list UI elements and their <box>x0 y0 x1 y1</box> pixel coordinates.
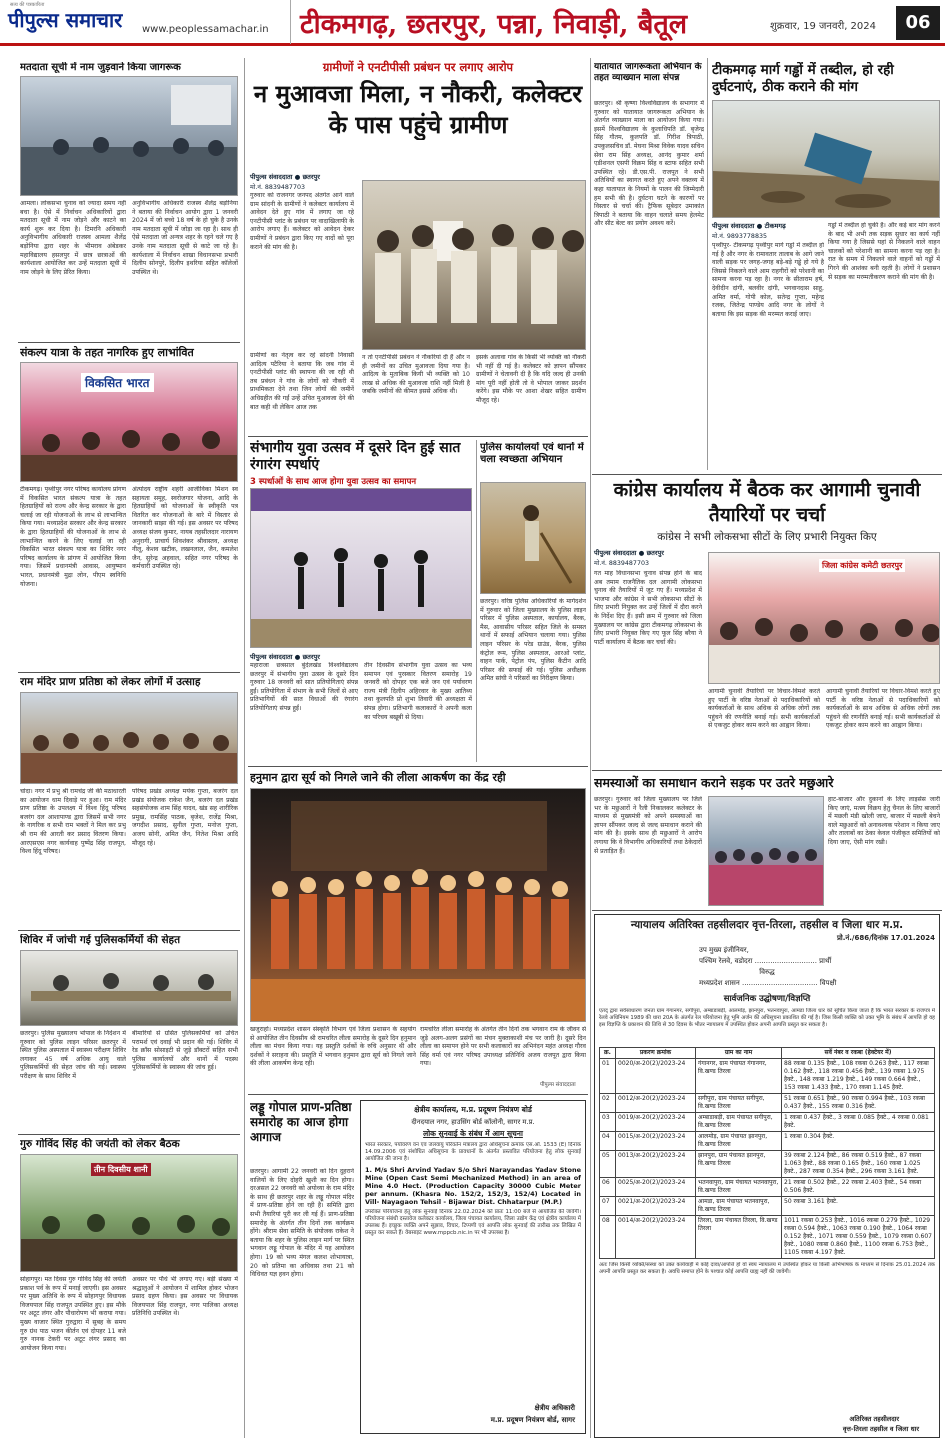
table-cell: 1 रकबा 0.304 हैक्टे. <box>782 1132 935 1151</box>
notice-title: लोक सुनवाई के संबंध में आम सूचना <box>423 1129 523 1138</box>
party-line: विरुद्ध <box>759 968 775 976</box>
police-health-body-2: बीमारियों से ग्रसित पुलिसकर्मियों को उचित परामर्श एवं दवाई भी प्रदान की गई। शिविर में रेड क्रॉस सोसाइटी से जुड़े डॉक्टरों सहित सभी पुलिस कार्यालयों और थानों में पदस्थ पुलिसकर्मियों के स्वास्थ्य की जांच हुई। <box>132 1030 238 1072</box>
voter-list-body-1: आमला। लोकसभा चुनाव को ज्यादा समय नहीं बचा है। ऐसे में निर्वाचन अधिकारियों द्वारा मतदाता सूची में नाम जोड़ने और काटने का कार्य शुरू कर दिया है। टिमरनि अधिकारी अनुविभागीय अधिकारी राजस्व आमला शैलेंद्र बड़ोनिया द्वारा शहर के भीमराव अंबेडकर महाविद्यालय हसलपुर में छात्र छात्राओं की कार्यशाला आयोजित कर उन्हें मतदाता सूची में नाम जोड़ने के लिए प्रेरित किया। <box>20 200 126 276</box>
court-title: न्यायालय अतिरिक्त तहसीलदार वृत्त-तिरला, तहसील व जिला धार म.प्र. <box>630 919 904 931</box>
subhead-congress: कांग्रेस ने सभी लोकसभा सीटों के लिए प्रभारी नियुक्त किए <box>657 531 877 543</box>
public-hearing-notice <box>360 1100 586 1434</box>
byline-congress: पीपुल्स संवाददाता ● छतरपुर <box>594 549 664 557</box>
table-header: क्र. <box>600 1048 616 1059</box>
table-header: प्रकरण क्रमांक <box>616 1048 696 1059</box>
road-illustration <box>713 101 940 218</box>
ntpc-body-3: इसके अलावा गांव के किसी भी व्यक्ति को नौकरी भी नहीं दी गई है। कलेक्टर को ज्ञापन सौंपकर ग्रामीणों ने चेतावनी दी है कि यदि जल्द ही उनकी मांग पूरी नहीं होती तो वे भोपाल जाकर प्रदर्शन करेंगे। इस मौके पर आशा शेखर सहित ग्रामीण मौजूद रहे। <box>476 354 586 404</box>
mobile-potholes: मो.नं. 9893778835 <box>712 233 767 240</box>
banner-text: तीन दिवसीय शानी <box>91 1163 151 1176</box>
headline-voter-list: मतदाता सूची में नाम जुड़वाने किया जागरूक <box>20 62 181 73</box>
photo-congress-meeting <box>708 552 940 684</box>
table-cell: सगीपुरा, ग्राम पंचायत सगीपुरा, वि.खण्ड तिरला <box>696 1094 782 1113</box>
party-line: मध्यप्रदेश शासन .................................. विपक्षी <box>699 979 837 987</box>
table-cell: आलमोड़, ग्राम पंचायत झानपुरा, वि.खण्ड तिरला <box>696 1132 782 1151</box>
table-cell: गंगानगर, ग्राम पंचायत गंगानगर, वि.खण्ड तिरला <box>696 1059 782 1094</box>
court-parties <box>699 945 935 989</box>
divider <box>592 474 942 475</box>
police-health-body-1: छतरपुर। पुलिस मुख्यालय भोपाल के निर्देशन में गुरुवार को पुलिस लाइन परिसर छतरपुर में स्थित पुलिस अस्पताल में स्वास्थ्य परीक्षण शिविर लगाकर 45 वर्ष अधिक आयु वाले पुलिसकर्मियों की सेहत जांच की गई। स्वास्थ्य परीक्षण के साथ शिविर में <box>20 1030 126 1080</box>
table-cell: 1 रकबा 0.437 हैक्टे., 3 रकबा 0.085 हैक्टे., 4 रकबा 0.081 हैक्टे. <box>782 1113 935 1132</box>
headline-guru-gobind: गुरु गोविंद सिंह की जयंती को लेकर बैठक <box>20 1138 180 1150</box>
fishermen-body-2: हाट-बाजार और दुकानों के लिए लाइसेंस जारी किए जाएं, मत्स्य विक्रय हेतु चैनल के लिए बाजारों में मछली मंडी खोली जाए, बाजार में मछली बेचने वाले मछुआरों को अनावश्यक परेशान न किया जाए और तालाबों का ठेका केवल पंजीकृत समितियों को दिया जाए, ऐसी मांग रखी। <box>828 796 940 846</box>
notice-body: भारत सरकार, पर्यावरण वन एवं जलवायु परिवर्तन मंत्रालय द्वारा अधिसूचना क्रमांक एस.ओ. 1533 (E) दिनांक 14.09.2006 एवं संशोधित अधिसूचना के प्रावधानों के अंतर्गत प्रस्तावित परियोजना हेतु लोक सुनवाई आयोजित की जाना है। <box>365 1142 581 1162</box>
table-cell: भतनवापुरा, ग्राम पंचायत भतनवापुरा, वि.खण्ड तिरला <box>696 1178 782 1197</box>
court-ref: प्रो.नं./686/दिनांक 17.01.2024 <box>836 934 935 942</box>
notice-body-2: उपरोक्त परियोजना हेतु लोक सुनवाई दिनांक 22.02.2024 को प्रातः 11:00 बजे से आयोजित की जावेगी। परियोजना संबंधी दस्तावेज कलेक्टर कार्यालय, जिला पंचायत कार्यालय, जिला उद्योग केंद्र एवं क्षेत्रीय कार्यालय में उपलब्ध हैं। इच्छुक व्यक्ति अपने सुझाव, विचार, टिप्पणी एवं आपत्ति लोक सुनवाई की तारीख तक लिखित में प्रस्तुत कर सकते हैं। वेबसाइट www.mppcb.nic.in पर भी उपलब्ध है। <box>365 1209 581 1236</box>
sankalp-body-2: अंत्योदय राष्ट्रीय शहरी आजीविका मिशन स्व सहायता समूह, स्वरोजगार योजना, आदि के हितग्राहियों को योजनाओं के स्वीकृति पत्र वितरित कर योजनाओं के बारे में विस्तार से जानकारी साझा की गई। इस अवसर पर परिषद अध्यक्ष संजय कुमार, नायब तहसीलदार नारायण अनुरागी, प्राचार्य शिवशंकर श्रीवास्तव, अध्यक्ष नीलू, केशव खटीक, लखनलाल, जैन, कमलेश जैन, सुरेन्द्र अहवाल, सहित नगर परिषद के कर्मचारी उपस्थित रहे। <box>132 486 238 571</box>
headline-congress: कांग्रेस कार्यालय में बैठक कर आगामी चुनावी तैयारियों पर चर्चा <box>613 479 921 526</box>
headline-sankalp-yatra: संकल्प यात्रा के तहत नागरिक हुए लाभांवित <box>20 346 194 359</box>
table-cell: 1011 रकबा 0.253 हैक्टे., 1016 रकबा 0.279 हैक्टे., 1029 रकबा 0.594 हैक्टे., 1063 रकबा 0.190 हैक्टे., 1064 रकबा 0.152 हैक्टे., 1071 रकबा 0.559 हैक्टे., 1079 रकबा 0.607 हैक्टे., 1080 रकबा 0.860 हैक्टे., 1100 रकबा 6.753 हैक्टे., 1105 रकबा 4.197 हैक्टे. <box>782 1216 935 1259</box>
laddu-gopal-body: छतरपुर। आगामी 22 जनवरी को दिन दुहराने वालियों के लिए दोहरी खुशी का दिन होगा। दरअसल 22 जनवरी को अयोध्या के राम मंदिर के साथ ही छतरपुर शहर के लड्डू गोपाल मंदिर में प्राण-प्रतिष्ठा होने जा रही है। समिति द्वारा सभी तैयारियां पूरी कर ली गई हैं। प्राण-प्रतिष्ठा समारोह के अंतर्गत तीन दिनों तक कार्यक्रम होंगे। श्रीराम सेवा समिति के संयोजक राकेश ने बताया कि शहर के पुलिस लाइन मार्ग पर स्थित भगवान लड्डू गोपाल के मंदिर में यह आयोजन होगा। 19 को भव्य मंगल कलश शोभायात्रा, 20 को प्रतिमा का अधिवास तथा 21 को विधिवत यज्ञ हवन होगा। <box>250 1168 354 1279</box>
divider <box>18 1134 240 1135</box>
table-header: ग्राम का नाम <box>696 1048 782 1059</box>
subhead-youth-festival: 3 स्पर्धाओं के साथ आज होगा युवा उत्सव का समापन <box>250 477 417 487</box>
table-cell: 0012/अ-20(2)/2023-24 <box>616 1094 696 1113</box>
headline-youth-festival: संभागीय युवा उत्सव में दूसरे दिन हुई सात रंगारंग स्पर्धाएं <box>250 440 461 473</box>
fishermen-body-1: छतरपुर। गुरुवार को जिला मुख्यालय पर जिले भर के मछुआरों ने रैली निकालकर कलेक्टर के माध्यम से मुख्यमंत्री को अपने समस्याओं का ज्ञापन सौंपकर जल्द से जल्द समाधान कराने की मांग की है। इसके साथ ही मछुआरों ने आरोप लगाया कि वे विभागीय अधिकारियों तथा ठेकेदारों से प्रताड़ित हैं। <box>594 796 702 855</box>
hanuman-body-2: रामचरित लीला समारोह के अंतर्गत तीन दिनों तक भगवान राम के जीवन से जुड़े अलग-अलग प्रसंगों का मंचन मुक्ताकाशी मंच पर जारी है। दूसरे दिन लीला का समापन होने पर सभी कलाकारों का अभिनंदन महंत अध्यक्ष गौरव सिंह वर्मा एवं नगर परिषद उपाध्यक्ष प्रतिनिधि अजय राजपूत द्वारा किया गया। <box>420 1026 586 1068</box>
logo-tagline: सत्य की पत्रकारिता <box>10 2 45 8</box>
congress-body: गत माह विधानसभा चुनाव संपन्न होने के बाद अब तमाम राजनैतिक दल आगामी लोकसभा चुनाव की तैयारियों में जुट गए हैं। मध्यप्रदेश में भाजपा और कांग्रेस ने सभी लोकसभा सीटों के लिए प्रभारी नियुक्त कर उन्हें जिलों में दौरा करने के निर्देश दिए हैं। इसी क्रम में गुरुवार को जिला मुख्यालय पर कांग्रेस द्वारा टीकमगढ़ लोकसभा के लिए प्रभारी नियुक्त किए गए फूल सिंह बरैया ने पार्टी कार्यालय में बैठक कर चर्चा की। <box>594 570 702 646</box>
table-cell: 05 <box>600 1151 616 1178</box>
divider <box>18 672 240 673</box>
congress-body-3: आगामी चुनावी तैयारियों पर विचार-विमर्श करते हुए पार्टी के वरिष्ठ नेताओं से पदाधिकारियों को कार्यकर्ताओं के साथ अधिक से अधिक लोगों तक पहुंचने की रणनीति बनाई गई। सभी कार्यकर्ताओं से एकजुट होकर काम करने का आह्वान किया। <box>826 688 940 730</box>
table-cell: 0025/अ-20(2)/2023-24 <box>616 1178 696 1197</box>
youth-body-1: महाराजा छत्रसाल बुंदेलखंड विश्वविद्यालय छतरपुर में संभागीय युवा उत्सव के दूसरे दिन गुरुवार 18 जनवरी को सात प्रतियोगिताएं संपन्न हुईं। प्रतियोगिता में संभाग के सभी जिलों से आए प्रतिभागियों की सात विधाओं की रंगारंग प्रतियोगिताएं संपन्न हुईं। <box>250 662 358 712</box>
notice-address: दीनदयाल नगर, हाउसिंग बोर्ड कॉलोनी, सागर म.प्र. <box>411 1118 535 1126</box>
traffic-body: छतरपुर। श्री कृष्णा विश्वविद्यालय के सभागार में गुरुवार को यातायात जागरूकता अभियान के अंतर्गत व्याख्यान माला का आयोजन किया गया। इसमें विश्वविद्यालय के कुलाधिपति डॉ. बृजेन्द्र सिंह गौतम, कुलपति डॉ. गिरीश त्रिपाठी, उपकुलसचिव डॉ. मेघना मिश्रा विवेक यादव सचिन सेवा राम सिंह अध्यक्ष, आनंद कुमार शर्मा एडीशनल एसपी विक्रम सिंह व स्टाफ सहित सभी उपस्थित रहे। डी.एस.पी. राजपूत ने सभी अतिथियों का स्वागत करते हुए अपने वक्तव्य में कहा यातायात के नियमों के पालन की जिम्मेदारी हम सभी की है। दुर्घटना घटने के कारणों पर विस्तार से चर्चा की। ट्रैफिक सूबेदार उमाकांत त्रिपाठी ने बताया कि वाहन चलाते समय हेलमेट और सीट बेल्ट का प्रयोग अवश्य करें। <box>594 100 704 228</box>
notice-project: 1. M/s Shri Arvind Yadav S/o Shri Narayandas Yadav Stone Mine (Open Cast Semi Mechanized Method) in an area of Mine 4.0 Hect. (Production Capacity 30000 Cubic Meter per annum. (Khasra No. 152/2, 152/3, 152/4) Located in Vill- Nayagaon Tehsil - Bijawar Dist. Chhatarpur (M.P.) <box>365 1166 581 1206</box>
dancers-illustration <box>251 489 472 648</box>
table-cell: 06 <box>600 1178 616 1197</box>
ntpc-body-2: न तो एनटीपीसी प्रबंधन ने नौकरियां दी हैं और न ही जमीनों का उचित मुआवजा दिया गया है। आदित्य के मुताबिक कियी भी व्यक्ति को 10 लाख से अधिक की मुआवजा राशि नहीं मिली है जबकि जमीनों की कीमत इससे अधिक थी। <box>362 354 470 396</box>
notice-signatory-office: म.प्र. प्रदूषण नियंत्रण बोर्ड, सागर <box>490 1416 575 1424</box>
table-cell: 01 <box>600 1059 616 1094</box>
potholes-body-2: गड्ढों में तब्दील हो चुकी है। और कई बार मांग करने के बाद भी अभी तक सड़क सुधार का कार्य नहीं किया गया है जिससे यहां से निकलने वाले वाहन चालकों को परेशानी का सामना करना पड़ रहा है। रात के समय में निकलने वाले वाहनों को गड्ढों में गिरने की आशंका बनी रहती है। लोगों ने प्रशासन से सड़क का मरम्मतीकरण कराने की मांग की है। <box>828 222 940 281</box>
court-signatory: अतिरिक्त तहसीलदार <box>849 1415 899 1423</box>
mobile-congress: मो.नं. 8839487703 <box>594 560 649 567</box>
potholes-body-1: पृथ्वीपुर- टीकमगढ़ पृथ्वीपुर मार्ग गड्ढों में तब्दील हो गई है और नगर के रामावतार तालाब के आगे जाने वाली सड़क पर जगह-जगह बड़े-बड़े गड्ढे हो गये है जिससे निकलने वाले आम राहगीरों को परेशानी का सामना करना पड़ रहा है। नगर के सीताराम हर्ष, देवीदीन दांगी, बलवीर दांगी, भगवानदास साहू, अमित वर्मा, गोपी कोल, सतेन्द्र गुप्ता, महेन्द्र रजक, जितेन्द्र पाण्डेय आदि नगर के लोगों ने बताया कि इस सड़क की मरम्मत कराई जाए। <box>712 242 824 318</box>
table-cell: 39 रकबा 2.124 हैक्टे., 86 रकबा 0.519 हैक्टे., 87 रकबा 1.063 हैक्टे., 88 रकबा 0.165 हैक्टे., 160 रकबा 1.025 हैक्टे., 287 रकबा 0.354 हैक्टे., 296 रकबा 3.161 हैक्टे. <box>782 1151 935 1178</box>
column-divider <box>476 440 477 762</box>
divider <box>248 436 588 437</box>
table-cell: अम्बाडाबड़ी, ग्राम पंचायत सगीपुरा, वि.खण्ड तिरला <box>696 1113 782 1132</box>
hanuman-body-1: खजुराहो। मध्यप्रदेश शासन संस्कृति विभाग एवं जिला प्रशासन के सहयोग से आयोजित तीन दिवसीय श्री रामचरित लीला समारोह के दूसरे दिन हनुमान लीला का मंचन किया गया। यह प्रस्तुति दर्शकों के रुचि अनुसार थी और दर्शकों ने सराहना की। प्रस्तुति में भगवान हनुमान द्वारा सूर्य को निगले जाने की लीला आकर्षण केन्द्र रही। <box>250 1026 416 1068</box>
mobile-ntpc: मो.नं. 8839487703 <box>250 184 305 191</box>
sweeping-illustration <box>481 483 586 594</box>
table-row <box>600 1113 935 1132</box>
rally-illustration <box>709 797 824 906</box>
table-header-row <box>600 1048 935 1059</box>
photo-cleanliness <box>480 482 586 594</box>
youth-body-2: तीन दिवसीय संभागीय युवा उत्सव का भव्य समापन एवं पुरस्कार वितरण समारोह 19 जनवरी को दोपहर एक बजे जन एवं पर्यावरण राज्य मंत्री दिलीप अहिरवार के मुख्य आतिथ्य तथा कुलपति प्रो शुभा तिवारी की अध्यक्षता में संपन्न होगा। प्रतिभागी कलाकारों ने अपनी कला का परिचय बखूबी से दिया। <box>364 662 472 721</box>
byline-youth: पीपुल्स संवाददाता ● छतरपुर <box>250 653 320 661</box>
photo-hanuman-leela <box>250 788 586 1022</box>
photo-fishermen-rally <box>708 796 824 906</box>
masthead-divider <box>290 0 291 44</box>
notice-heading: सार्वजनिक उद्घोषणा/विज्ञप्ति <box>723 994 811 1004</box>
table-cell: 21 रकबा 0.502 हैक्टे., 22 रकबा 2.403 हैक्टे., 54 रकबा 0.506 हैक्टे. <box>782 1178 935 1197</box>
table-cell: झानपुरा, ग्राम पंचायत झानपुरा, वि.खण्ड तिरला <box>696 1151 782 1178</box>
ntpc-body-1: गुरुवार को राजनगर जनपद अंतर्गत आने वाले ग्राम सांदनी के ग्रामीणों ने कलेक्टर कार्यालय में आवेदन देते हुए गांव में लगाए जा रहे एनटीपीसी प्लांट के प्रबंधन पर वादाखिलाफी के आरोप लगाए हैं। कलेक्टर को आवेदन देकर ग्रामीणों ने प्रबंधन द्वारा किए गए वादों को पूरा कराने की मांग की है। <box>250 192 354 251</box>
table-cell: 50 रकबा 3.161 हैक्टे. <box>782 1197 935 1216</box>
ntpc-body-1b: ग्रामीणों का नेतृत्व कर रहे सांदनी निवासी आदित्य पटैरिया ने बताया कि जब गांव में एनटीपीसी प्लांट की स्थापना की जा रही थी तब प्रबंधन ने गांव के लोगों को नौकरी में प्राथमिकता देने तथा जिन लोगों की जमीनें अधिग्रहीत की गईं उन्हें उचित मुआवजा देने की बात कही थी लेकिन आज तक <box>250 352 354 411</box>
newspaper-logo: पीपुल्स समाचार <box>8 8 123 32</box>
headline-ram-mandir: राम मंदिर प्राण प्रतिष्ठा को लेकर लोगों में उत्साह <box>20 676 201 688</box>
table-row <box>600 1178 935 1197</box>
table-row <box>600 1197 935 1216</box>
table-row <box>600 1059 935 1094</box>
banner-text: विकसित भारत <box>81 373 154 392</box>
notice-text: एतद् द्वारा सर्वसाधारण जनता ग्राम गंगानगर, सगीपुरा, अम्बाडाबड़ी, आलमोड़, झानपुरा, भतनवापुरा, आमडा जिला धार को सूचित किया जाता है कि भारत सरकार के राजपत्र में रेलवे अधिनियम 1989 की धारा 20A के अंतर्गत रेल परियोजना हेतु भूमि अर्जन की अधिसूचना प्रकाशित की गई है। जिस किसी व्यक्ति को उक्त भूमि के संबंध में आपत्ति हो वह इस विज्ञप्ति के प्रकाशन की तिथि से 30 दिवस के भीतर न्यायालय में उपस्थित होकर अपनी आपत्ति प्रस्तुत कर सकता है। <box>599 1008 935 1028</box>
headline-potholes: टीकमगढ़ मार्ग गड्ढों में तब्दील, हो रही दुर्घटनाएं, ठीक कराने की मांग <box>712 62 894 95</box>
court-signatory-office: वृत्त-तिरला तहसील व जिला धार <box>842 1425 919 1433</box>
headline-traffic: यातायात जागरूकता अभियान के तहत व्याख्यान माला संपन्न <box>594 62 702 83</box>
meeting-illustration <box>709 553 940 684</box>
divider <box>18 342 240 343</box>
ram-mandir-body-1: चांदा। नगर में प्रभु श्री रामचंद्र जी की मठाधारती का आयोजन धाम दिवाड़े पर हुआ। राम मंदिर प्राण प्रतिष्ठा के उपलक्ष्य में विश्व हिंदू परिषद बजरंग दल आशापाण्ड द्वारा जिसमें सभी नगर के नागरिक व सभी राम भक्तों ने मिल कर प्रभु श्री राम की आरती कर प्रसाद वितरण किया। आरएसएस नगर कार्यवाह पुष्पेंद्र सिंह राजपूत, विश्व हिंदू परिषद। <box>20 788 126 856</box>
table-cell: आमडा, ग्राम पंचायत भतनवापुरा, वि.खण्ड तिरला <box>696 1197 782 1216</box>
table-cell: 02 <box>600 1094 616 1113</box>
table-row <box>600 1132 935 1151</box>
byline-potholes: पीपुल्स संवाददाता ● टीकमगढ़ <box>712 222 786 230</box>
headline-laddu-gopal: लड्डू गोपाल प्राण-प्रतिष्ठा समारोह का आज होगा आगाज <box>250 1100 352 1144</box>
guru-gobind-body-1: सोहागपुर। मत दिवस गुरु गोविंद सिंह की जयंती प्रकाश पर्व के रूप में मनाई जाएगी। इस अवसर पर मुख्य अतिथि के रूप में सोहागपुर विधायक विजयपाल सिंह राजपूत उपस्थित हुए। इस मौके पर अटूट लंगर और पौधारोपण भी कराया गया। मुख्य वाजार स्थित गुरुद्वारा में सुबह के समय गुरु ग्रंथ पाठ भजन कीर्तन एवं दोपहर 11 बजे गुरु नानक टेकरी पर अटूट लंगर प्रसाद का आयोजन किया गया। <box>20 1276 126 1352</box>
stage-illustration <box>251 789 586 1022</box>
table-cell: 04 <box>600 1132 616 1151</box>
edition-cities: टीकमगढ़, छतरपुर, पन्ना, निवाड़ी, बैतूल <box>300 9 688 40</box>
group-illustration <box>21 693 238 784</box>
byline-ntpc: पीपुल्स संवाददाता ● छतरपुर <box>250 173 320 181</box>
notice-footer: अतः जिस किसी व्यक्ति/संस्था को उक्त कार्यवाही में कोई दावा/आपत्ति हो वो स्वयं न्यायालय में उपस्थित होकर या किसी अभिभाषक के माध्यम से दिनांक 25.01.2024 तक अपनी आपत्ति प्रस्तुत कर सकता है। अवधि समाप्त होने के पश्चात कोई आपत्ति ग्राह्य नहीं की जावेगी। <box>599 1262 935 1275</box>
camp-illustration <box>21 951 238 1026</box>
photo-credit: पीपुल्स संवाददाता <box>540 1082 576 1088</box>
masthead <box>0 0 945 46</box>
photo-youth-dance <box>250 488 472 648</box>
court-public-notice <box>594 914 940 1438</box>
column-divider <box>590 58 591 1438</box>
photo-potholes <box>712 100 940 218</box>
table-cell: 0021/अ-20(2)/2023-24 <box>616 1197 696 1216</box>
table-cell: 0014/अ-20(2)/2023-24 <box>616 1216 696 1259</box>
issue-date: शुक्रवार, 19 जनवरी, 2024 <box>770 21 876 32</box>
kicker-ntpc: ग्रामीणों ने एनटीपीसी प्रबंधन पर लगाए आरोप <box>322 60 514 74</box>
voter-list-body-2: अनुविभागीय अधिकारी राजस्व शैलेंद्र बड़ोनिया ने बताया की निर्वाचन आयोग द्वारा 1 जनवरी 2024 में जो बच्चे 18 वर्ष के हो चुके है उनके नाम मतदाता सूची में जोड़ा जा रहा है। साथ ही ऐसे मतदाता जो अन्यत्र शहर के रहने चले गए है उनके नाम मतदाता सूची से काटे जा रहे है। कार्यशाला में निर्वाचन शाखा विधानसभा प्रभारी दिलीप सोनपुरे, दिलीप इथरिया सहित कॉलेजों उपस्थित थे। <box>132 200 238 276</box>
website: www.peoplessamachar.in <box>142 24 269 35</box>
table-row <box>600 1216 935 1259</box>
table-row <box>600 1094 935 1113</box>
divider <box>18 930 240 931</box>
party-line: उप मुख्य इंजीनियर, <box>699 946 749 954</box>
table-cell: 07 <box>600 1197 616 1216</box>
sankalp-body-1: टीकमगढ़। पृथ्वीपुर नगर परिषद कार्यालय प्रांगण में विकसित भारत संकल्प यात्रा के तहत हितग्राहियों को राज्य और केन्द्र सरकार के द्वारा चलाई जा रही योजनाओं के लाभ से लाभान्वित किया गया। मध्यप्रदेश सरकार और केन्द्र सरकार के द्वारा हितग्राहियों की योजनाओं के लाभ से लाभान्वित करने के लिए चलाई जा रही विकसित भारत संकल्प यात्रा का शिविर नगर परिषद कार्यालय के प्रांगण में आयोजित किया गया। जिसमें प्रधानमंत्री आवास, आयुष्मान भारत, प्रधानमंत्री मुद्रा लोन, पीएम स्वनिधि योजना। <box>20 486 126 588</box>
table-header: सर्वे नंबर व रकबा (हेक्टेयर में) <box>782 1048 935 1059</box>
table-cell: 51 रकबा 0.651 हैक्टे., 90 रकबा 0.994 हैक्टे., 103 रकबा 0.437 हैक्टे., 155 रकबा 0.316 हैक्टे. <box>782 1094 935 1113</box>
notice-office: क्षेत्रीय कार्यालय, म.प्र. प्रदूषण नियंत्रण बोर्ड <box>414 1105 532 1114</box>
table-cell: 0019/अ-20(2)/2023-24 <box>616 1113 696 1132</box>
column-divider <box>707 58 708 470</box>
column-divider <box>244 58 245 1438</box>
table-cell: 08 <box>600 1216 616 1259</box>
divider <box>248 766 588 767</box>
photo-sankalp-yatra <box>20 362 238 482</box>
table-cell: 0015/अ-20(2)/2023-24 <box>616 1132 696 1151</box>
cleanliness-body: छतरपुर। वरिष्ठ पुलिस अधिकारियों के मार्गदर्शन में गुरुवार को जिला मुख्यालय के पुलिस लाइन परिसर में पुलिस अस्पताल, कार्यालय, बैरक, मैस, आवासीय परिसर सहित जिले के समस्त थानों में सफाई अभियान चलाया गया। पुलिस लाइन परिसर के परेड ग्राउंड, बैरक, पुलिस कंट्रोल रूम, पुलिस अस्पताल, आरओ प्लांट, वाहन पार्क, पेट्रोल पंप, पुलिस कैंटीन आदि परिसर की सफाई की गई। पुलिस अधीक्षक अमित सांघी ने परिसरों का निरीक्षण किया। <box>480 598 586 683</box>
party-line: पश्चिम रेलवे, वडोदरा ............................ प्रार्थी <box>699 957 832 965</box>
people-illustration <box>21 77 238 196</box>
photo-ram-mandir <box>20 692 238 784</box>
divider <box>592 770 942 771</box>
table-cell: 03 <box>600 1113 616 1132</box>
congress-body-2: आगामी चुनावी तैयारियों पर विचार-विमर्श करते हुए पार्टी के वरिष्ठ नेताओं से पदाधिकारियों को कार्यकर्ताओं के साथ अधिक से अधिक लोगों तक पहुंचने की रणनीति बनाई गई। सभी कार्यकर्ताओं से एकजुट होकर काम करने का आह्वान किया। <box>708 688 820 730</box>
photo-guru-gobind <box>20 1154 238 1272</box>
photo-ntpc-villagers <box>362 180 586 350</box>
notice-signatory: क्षेत्रीय अधिकारी <box>534 1404 575 1412</box>
villagers-illustration <box>363 181 586 350</box>
headline-hanuman-leela: हनुमान द्वारा सूर्य को निगले जाने की लीला आकर्षण का केंद्र रही <box>250 771 506 784</box>
headline-fishermen: समस्याओं का समाधान कराने सड़क पर उतरे मछुआरे <box>594 775 834 790</box>
ram-mandir-body-2: परिषद प्रखंड अध्यक्ष मयंक गुप्ता, बजरंग दल प्रखंड संयोजक राकेश जैन, बजरंग दल प्रखंड सहसंयोजक शाम सिंह यादव, खंड सह शारीरिक प्रमुख, रामसिंह पाठक, बृजेश, राजेंद्र मिश्रा, जगदीश प्रसाद, सुनील गुप्ता, मनोज गुप्ता, अजय सोनी, अमित जैन, नितेश मिश्रा आदि मौजूद रहे। <box>132 788 238 847</box>
headline-cleanliness: पुलिस कार्यालयों एवं थानों में चला स्वच्छता अभियान <box>480 442 584 465</box>
table-cell: 88 रकबा 0.135 हैक्टे., 108 रकबा 0.263 हैक्टे., 117 रकबा 0.162 हैक्टे., 118 रकबा 0.456 हैक्टे., 139 रकबा 1.975 हैक्टे., 148 रकबा 1.219 हैक्टे., 149 रकबा 0.664 हैक्टे., 153 रकबा 1.433 हैक्टे., 170 रकबा 1.145 हैक्टे. <box>782 1059 935 1094</box>
table-row <box>600 1151 935 1178</box>
page-number: 06 <box>896 6 940 40</box>
photo-voter-workshop <box>20 76 238 196</box>
headline-police-health: शिविर में जांची गई पुलिसकर्मियों की सेहत <box>20 934 181 946</box>
photo-police-camp <box>20 950 238 1026</box>
divider <box>592 910 942 911</box>
divider <box>248 1094 588 1095</box>
table-cell: 0013/अ-20(2)/2023-24 <box>616 1151 696 1178</box>
guru-gobind-body-2: अवसर पर पौधे भी लगाए गए। बड़ी संख्या में श्रद्धालुओं ने आयोजन में शामिल होकर भोजन प्रसाद ग्रहण किया। इस अवसर पर विधायक विजयपाल सिंह राजपूत, नगर पालिका अध्यक्ष प्रतिनिधि उपस्थित थे। <box>132 1276 238 1318</box>
banner-text: जिला कांग्रेस कमेटी छतरपुर <box>819 559 905 572</box>
table-cell: तिरला, ग्राम पंचायत तिरला, वि.खण्ड तिरला <box>696 1216 782 1259</box>
table-cell: 0020/अ-20(2)/2023-24 <box>616 1059 696 1094</box>
headline-ntpc: न मुआवजा मिला, न नौकरी, कलेक्टर के पास पहुंचे ग्रामीण <box>253 79 583 139</box>
land-table <box>599 1047 935 1259</box>
